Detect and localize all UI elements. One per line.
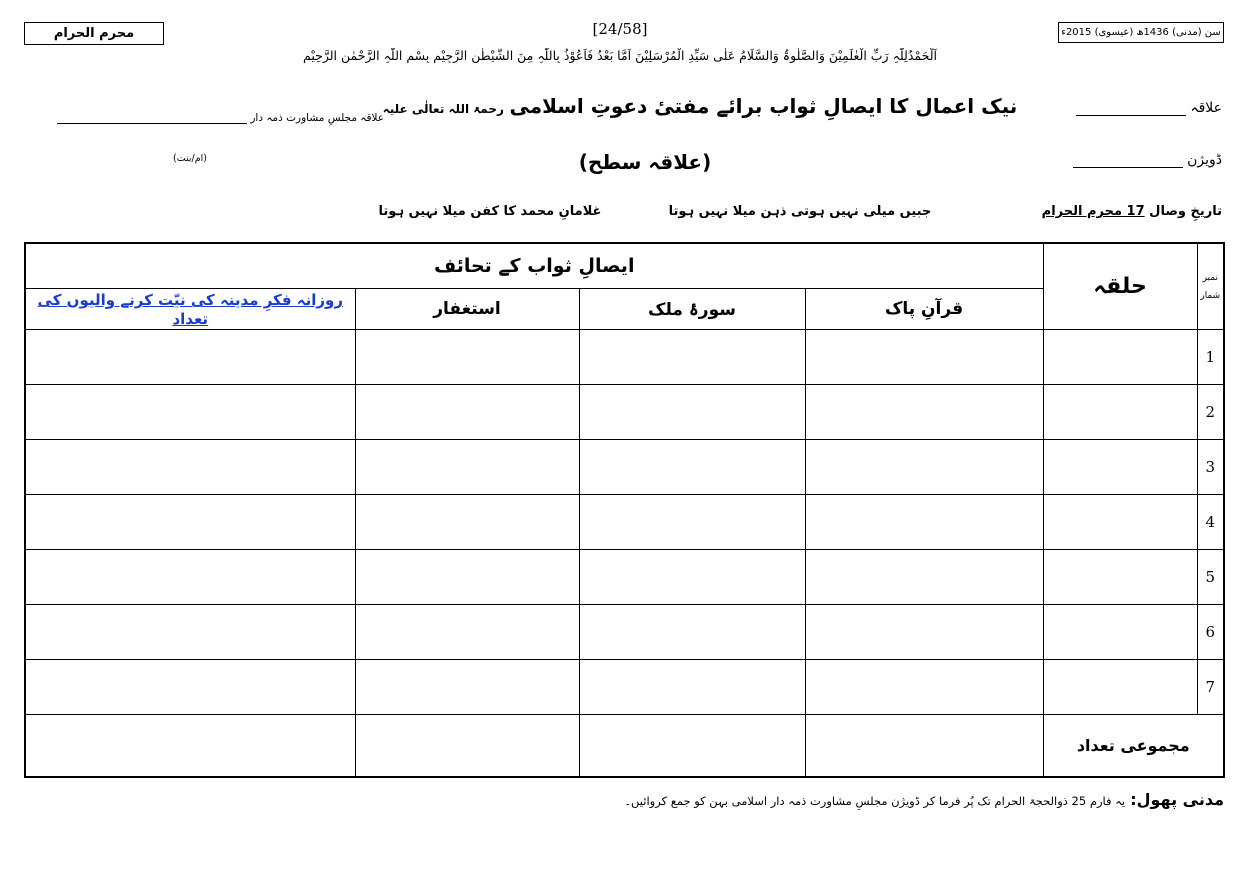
zimmedar-note: (ام/بنت): [173, 153, 207, 164]
istighfar-cell[interactable]: [355, 660, 579, 715]
total-row: [25, 715, 1224, 777]
page-subtitle: (علاقہ سطح): [578, 150, 712, 174]
isal-table: [24, 242, 1225, 778]
row-number: 3: [1197, 440, 1224, 495]
istighfar-cell[interactable]: [355, 550, 579, 605]
halqa-cell[interactable]: [1043, 440, 1197, 495]
surah-mulk-cell[interactable]: [579, 605, 805, 660]
ilaqa-field[interactable]: [1060, 100, 1222, 116]
col-surah-mulk: سورۂ ملک: [579, 289, 805, 330]
istighfar-cell[interactable]: [355, 385, 579, 440]
year-box: سن (مدنی) 1436ھ (عیسوی) 2015ء: [1058, 22, 1224, 43]
row-number: 1: [1197, 330, 1224, 385]
fikr-count-cell[interactable]: [25, 440, 355, 495]
fikr-count-cell[interactable]: [25, 385, 355, 440]
table-header-row: [25, 243, 1224, 289]
table-row: [25, 605, 1224, 660]
table-row: [25, 330, 1224, 385]
fikr-count-cell[interactable]: [25, 660, 355, 715]
quran-cell[interactable]: [805, 550, 1043, 605]
col-quran: قرآنِ پاک: [805, 289, 1043, 330]
col-fikr-e-madina[interactable]: [25, 289, 355, 330]
table-row: [25, 440, 1224, 495]
quran-cell[interactable]: [805, 660, 1043, 715]
title-main: نیک اعمال کا ایصالِ ثواب برائے مفتیٔ دعوتِ اسلامی: [509, 94, 1018, 118]
halqa-cell[interactable]: [1043, 385, 1197, 440]
surah-mulk-cell[interactable]: [579, 550, 805, 605]
halqa-cell[interactable]: [1043, 605, 1197, 660]
fikr-count-cell[interactable]: [25, 550, 355, 605]
row-number: 6: [1197, 605, 1224, 660]
halqa-cell[interactable]: [1043, 550, 1197, 605]
istighfar-cell[interactable]: [355, 440, 579, 495]
division-field[interactable]: [1050, 152, 1222, 168]
zimmedar-field[interactable]: [24, 112, 384, 124]
surah-mulk-total-cell[interactable]: [579, 715, 805, 777]
surah-mulk-cell[interactable]: [579, 495, 805, 550]
halqa-cell[interactable]: [1043, 495, 1197, 550]
gifts-header: ایصالِ ثواب کے تحائف: [25, 243, 1043, 289]
table-row: [25, 495, 1224, 550]
fikr-e-madina-link[interactable]: روزانہ فکرِ مدینہ کی نیّت کرنے والیوں کی تعداد: [37, 291, 343, 329]
madani-phool-note: [560, 790, 1224, 809]
halqa-cell[interactable]: [1043, 660, 1197, 715]
quran-cell[interactable]: [805, 385, 1043, 440]
row-number: 4: [1197, 495, 1224, 550]
table-row: [25, 385, 1224, 440]
opening-dua: اَلْحَمْدُلِلّٰہِ رَبِّ الْعٰلَمِیْنَ وَالصَّلٰوۃُ وَالسَّلَامُ عَلٰی سَیِّدِ الْمُرْسَلِیْنَ اَمَّا بَعْدُ فَاَعُوْذُ بِاللّٰہِ مِنَ الشَّیْطٰنِ الرَّجِیْمِ بِسْمِ اللّٰہِ الرَّحْمٰنِ الرَّحِیْمِ: [303, 48, 937, 63]
fikr-count-cell[interactable]: [25, 495, 355, 550]
halqa-cell[interactable]: [1043, 330, 1197, 385]
istighfar-total-cell[interactable]: [355, 715, 579, 777]
quran-total-cell[interactable]: [805, 715, 1043, 777]
month-box: محرم الحرام: [24, 22, 164, 45]
madani-phool-text: یہ فارم 25 ذوالحجۃ الحرام تک پُر فرما کر ڈویژن مجلسِ مشاورت ذمہ دار اسلامی بہن کو جمع کروائیں۔: [624, 794, 1126, 808]
istighfar-cell[interactable]: [355, 495, 579, 550]
page-title: [350, 94, 1050, 118]
date-prefix: تاریخِ وصال: [1149, 204, 1222, 219]
quran-cell[interactable]: [805, 495, 1043, 550]
quran-cell[interactable]: [805, 605, 1043, 660]
division-blank-line[interactable]: [1073, 167, 1183, 168]
wisal-date: [1040, 204, 1222, 219]
division-label: ڈویژن: [1187, 152, 1222, 168]
istighfar-cell[interactable]: [355, 330, 579, 385]
row-number: 2: [1197, 385, 1224, 440]
row-number: 5: [1197, 550, 1224, 605]
halqa-header: حلقہ: [1043, 243, 1197, 330]
madani-phool-label: مدنی پھول:: [1130, 790, 1224, 809]
quran-cell[interactable]: [805, 330, 1043, 385]
surah-mulk-cell[interactable]: [579, 330, 805, 385]
date-value: 17 محرم الحرام: [1041, 204, 1145, 219]
quran-cell[interactable]: [805, 440, 1043, 495]
table-row: [25, 550, 1224, 605]
page-number: [24/58]: [592, 20, 648, 38]
surah-mulk-cell[interactable]: [579, 385, 805, 440]
zimmedar-label: علاقہ مجلسِ مشاورت ذمہ دار: [250, 112, 384, 124]
fikr-count-cell[interactable]: [25, 605, 355, 660]
total-label: مجموعی تعداد: [1043, 715, 1224, 777]
fikr-count-cell[interactable]: [25, 330, 355, 385]
table-row: [25, 660, 1224, 715]
zimmedar-blank-line[interactable]: [57, 123, 247, 124]
quote-line-1: جبیں میلی نہیں ہوتی ذہن میلا نہیں ہوتا: [668, 204, 932, 219]
surah-mulk-cell[interactable]: [579, 440, 805, 495]
col-istighfar: استغفار: [355, 289, 579, 330]
istighfar-cell[interactable]: [355, 605, 579, 660]
title-suffix: رحمۃ اللہ تعالٰی علیہ: [382, 102, 504, 116]
quote-line-2: غلامانِ محمد کا کفن میلا نہیں ہوتا: [378, 204, 602, 219]
ilaqa-label: علاقہ: [1190, 100, 1222, 116]
row-number: 7: [1197, 660, 1224, 715]
sno-header: نمبر شمار: [1197, 243, 1224, 330]
surah-mulk-cell[interactable]: [579, 660, 805, 715]
ilaqa-blank-line[interactable]: [1076, 115, 1186, 116]
fikr-total-cell[interactable]: [25, 715, 355, 777]
